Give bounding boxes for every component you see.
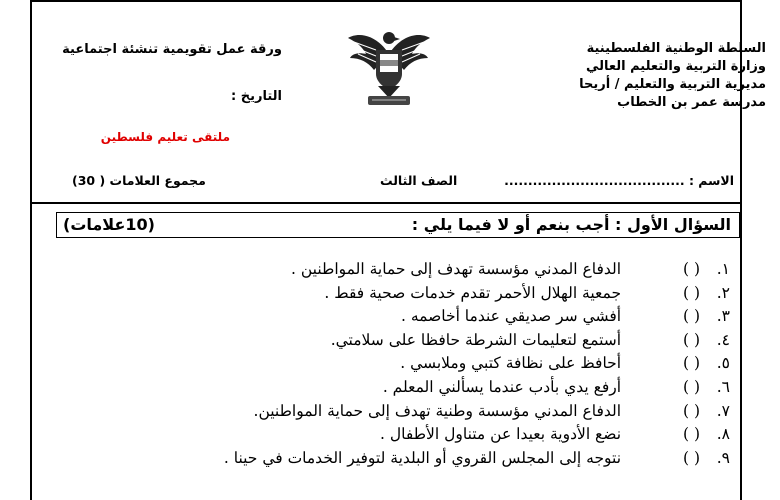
- palestine-eagle-emblem-icon: [346, 24, 432, 108]
- student-info-row: [40, 173, 740, 193]
- name-field-label: الاسم : ......................................: [504, 173, 734, 188]
- item-number: ٦.: [716, 377, 730, 396]
- item-number: ٤.: [716, 330, 730, 349]
- item-text: أحافظ على نظافة كتبي وملابسي .: [400, 354, 622, 373]
- item-text: نضع الأدوية بعيدا عن متناول الأطفال .: [380, 425, 622, 444]
- answer-blank[interactable]: ( ): [682, 283, 700, 302]
- answer-blank[interactable]: ( ): [682, 448, 700, 467]
- question-items-list: [190, 258, 730, 470]
- item-text: الدفاع المدني مؤسسة وطنية تهدف إلى حماية المواطنين.: [253, 401, 622, 420]
- divider: [30, 202, 742, 204]
- list-item: [190, 258, 730, 282]
- list-item: [190, 282, 730, 306]
- date-label: التاريخ :: [231, 89, 282, 104]
- answer-blank[interactable]: ( ): [682, 330, 700, 349]
- answer-blank[interactable]: ( ): [682, 354, 700, 373]
- item-text: أرفع يدي بأدب عندما يسألني المعلم .: [382, 377, 622, 396]
- authority-line: وزارة التربية والتعليم العالي: [585, 59, 766, 74]
- item-number: ١.: [716, 260, 730, 278]
- item-number: ٣.: [716, 307, 730, 326]
- forum-label: ملتقى تعليم فلسطين: [100, 130, 230, 144]
- list-item: [190, 352, 730, 376]
- item-number: ٩.: [716, 448, 730, 467]
- answer-blank[interactable]: ( ): [682, 401, 700, 420]
- question-marks: (10علامات): [63, 215, 155, 234]
- authority-line: مديرية التربية والتعليم / أريحا: [579, 77, 766, 92]
- answer-blank[interactable]: ( ): [682, 377, 700, 396]
- worksheet-header: [62, 42, 282, 104]
- authority-block: [556, 40, 766, 112]
- grade-label: الصف الثالث: [380, 173, 458, 188]
- list-item: [190, 400, 730, 424]
- item-text: أستمع لتعليمات الشرطة حافظا على سلامتي.: [330, 330, 622, 349]
- worksheet-title: ورقة عمل تقويمية تنشئة اجتماعية: [62, 42, 282, 57]
- list-item: [190, 376, 730, 400]
- authority-line: السلطة الوطنية الفلسطينية: [586, 41, 766, 56]
- answer-blank[interactable]: ( ): [682, 260, 700, 278]
- item-number: ٥.: [716, 354, 730, 373]
- list-item: [190, 447, 730, 471]
- item-text: جمعية الهلال الأحمر تقدم خدمات صحية فقط .: [324, 283, 622, 302]
- list-item: [190, 329, 730, 353]
- item-number: ٨.: [716, 425, 730, 444]
- list-item: [190, 423, 730, 447]
- answer-blank[interactable]: ( ): [682, 307, 700, 326]
- item-number: ٢.: [716, 283, 730, 302]
- question-title: السؤال الأول : أجب بنعم أو لا فيما يلي :: [411, 215, 731, 234]
- item-text: أفشي سر صديقي عندما أخاصمه .: [400, 307, 622, 326]
- item-number: ٧.: [716, 401, 730, 420]
- authority-line: مدرسة عمر بن الخطاب: [617, 95, 766, 110]
- list-item: [190, 305, 730, 329]
- answer-blank[interactable]: ( ): [682, 425, 700, 444]
- item-text: نتوجه إلى المجلس القروي أو البلدية لتوفير الخدمات في حينا .: [223, 448, 622, 467]
- item-text: الدفاع المدني مؤسسة تهدف إلى حماية المواطنين .: [291, 260, 622, 278]
- total-marks-label: مجموع العلامات ( 30): [72, 173, 206, 188]
- question-header-box: [56, 212, 740, 238]
